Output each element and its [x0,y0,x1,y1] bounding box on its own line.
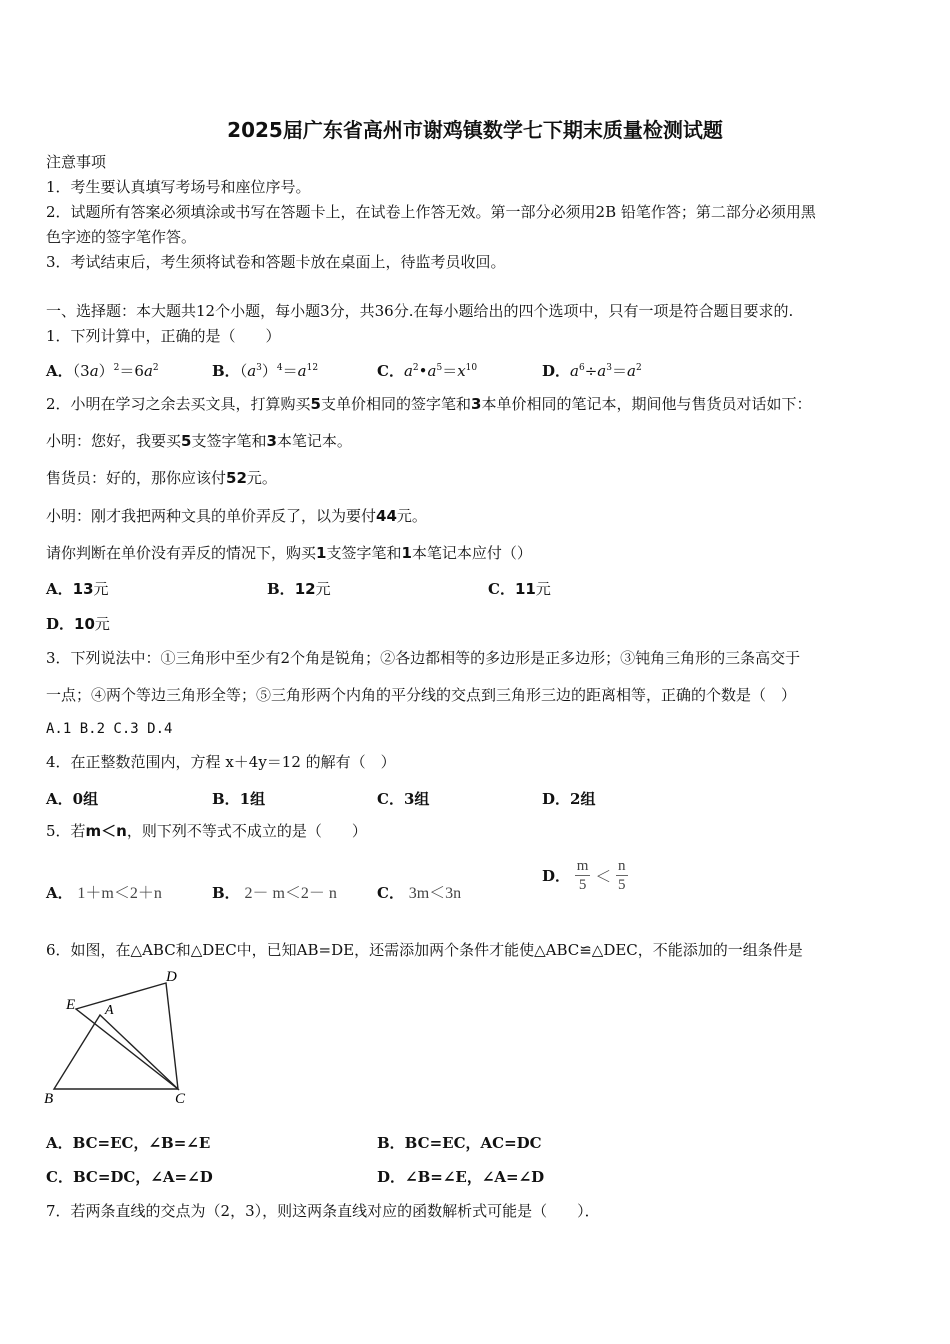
q6-option-d: D．∠B=∠E，∠A=∠D [377,1168,545,1186]
label-d: D [166,969,177,985]
q6-option-c: C．BC=DC，∠A=∠D [46,1168,213,1186]
q5-option-d: D． $\frac{m}{5}$ ＜ $\frac{n}{5}$ [542,858,626,893]
q1-option-d: D．$a^6\div a^3=a^2$ [542,362,642,380]
q6-option-b: B．BC=EC，AC=DC [377,1134,542,1152]
q4-option-c: C．3组 [377,790,430,808]
triangle-abc [54,1015,178,1089]
label-e: E [66,997,76,1013]
q6-option-a: A．BC=EC，∠B=∠E [46,1134,211,1152]
q3-line-1: 3．下列说法中：①三角形中至少有2个角是锐角；②各边都相等的多边形是正多边形；③钝角三角形的三条高交于 [46,649,801,667]
page-title: 2025届广东省高州市谢鸡镇数学七下期末质量检测试题 [227,118,723,142]
q1-option-b: B．$(a^3)^4=a^{12}$ [212,362,319,380]
section-1-heading: 一、选择题：本大题共12个小题，每小题3分，共36分.在每小题给出的四个选项中，只有一项是符合题目要求的. [46,302,794,320]
q1-option-a: A．$(3a)^2=6a^2$ [46,362,159,380]
q2-line-1: 2．小明在学习之余去买文具，打算购买5支单价相同的签字笔和3本单价相同的笔记本，期间他与售货员对话如下： [46,395,812,413]
q2-option-b: B．12元 [267,580,331,598]
q1-option-c: C．$a^2•a^5=x^{10}$ [377,362,478,380]
q2-line-4: 小明：刚才我把两种文具的单价弄反了，以为要付44元。 [46,507,427,525]
q2-line-5: 请你判断在单价没有弄反的情况下，购买1支签字笔和1本笔记本应付（） [46,544,532,562]
triangle-dec [76,983,178,1089]
label-c: C [175,1091,186,1107]
notice-heading: 注意事项 [46,153,107,171]
q5-option-c: C． 3m＜3n [377,884,462,902]
q2-line-2: 小明：您好，我要买5支签字笔和3本笔记本。 [46,432,352,450]
notice-item-2-cont: 色字迹的签字笔作答。 [46,228,197,246]
q2-option-c: C．11元 [488,580,551,598]
fraction-m-over-5: $\frac{m}{5}$ [576,858,589,893]
q3-line-2: 一点；④两个等边三角形全等；⑤三角形两个内角的平分线的交点到三角形三边的距离相等，正确的个数是（ ） [46,686,797,704]
q2-line-3: 售货员：好的，那你应该付52元。 [46,469,277,487]
triangle-figure [40,965,200,1110]
notice-item-2: 2．试题所有答案必须填涂或书写在答题卡上，在试卷上作答无效。第一部分必须用2B 铅笔作答；第二部分必须用黑 [46,203,816,221]
q6-stem: 6．如图，在△ABC和△DEC中，已知AB=DE，还需添加两个条件才能使△ABC≌△DEC，不能添加的一组条件是 [46,941,803,959]
q2-option-a: A．13元 [46,580,109,598]
q7-stem: 7．若两条直线的交点为（2，3），则这两条直线对应的函数解析式可能是（ ）． [46,1202,600,1220]
q4-stem: 4．在正整数范围内，方程 x＋4y＝12 的解有（ ） [46,753,396,771]
fraction-n-over-5: $\frac{n}{5}$ [618,858,626,893]
notice-item-1: 1．考生要认真填写考场号和座位序号。 [46,178,311,196]
q1-stem: 1．下列计算中，正确的是（ ） [46,327,281,345]
q4-option-a: A．0组 [46,790,99,808]
q5-option-b: B． 2－ m＜2－ n [212,884,337,902]
label-b: B [44,1091,54,1107]
q5-stem: 5．若m＜n，则下列不等式不成立的是（ ） [46,822,367,840]
q4-option-b: B．1组 [212,790,266,808]
q3-options: A.1 B.2 C.3 D.4 [46,721,173,737]
notice-item-3: 3．考试结束后，考生须将试卷和答题卡放在桌面上，待监考员收回。 [46,253,506,271]
q2-option-d: D．10元 [46,615,110,633]
label-a: A [105,1003,114,1018]
q4-option-d: D．2组 [542,790,596,808]
q5-option-a: A． 1＋m＜2＋n [46,884,162,902]
